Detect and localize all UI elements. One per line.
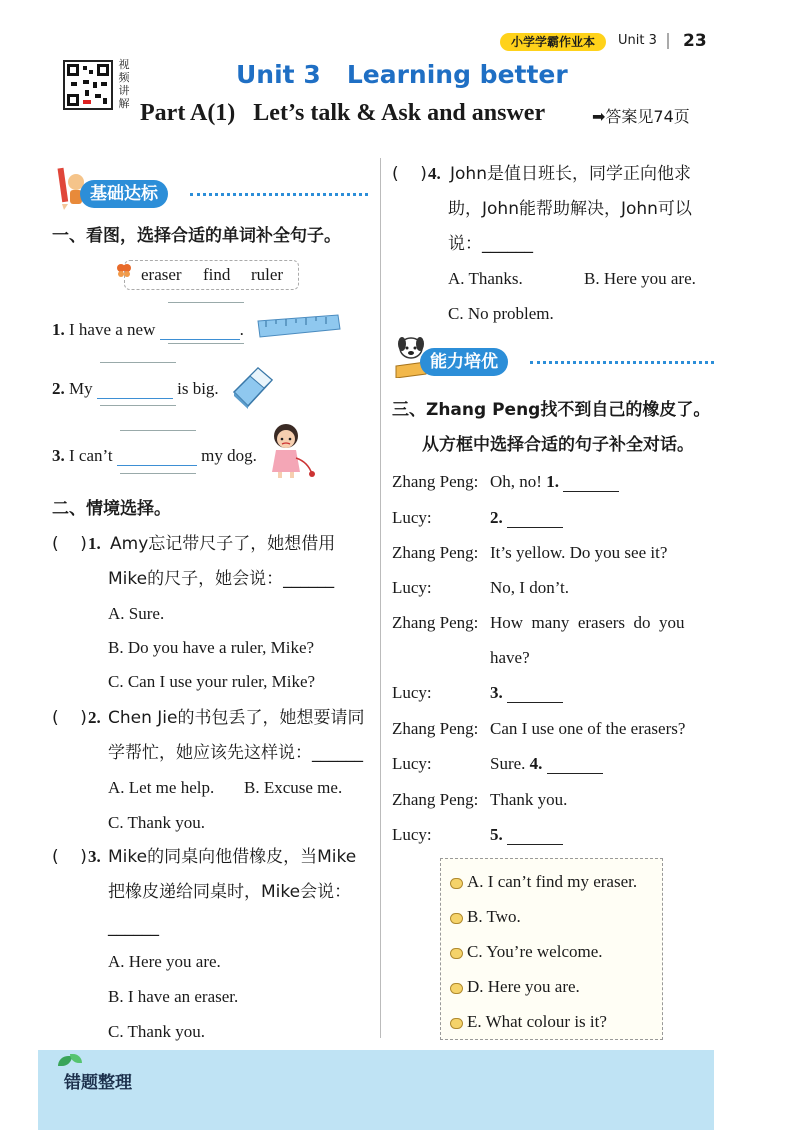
dialogue-text: [490, 543, 667, 563]
option-3c[interactable]: C. Thank you.: [108, 1022, 205, 1041]
dialogue-answer-blank[interactable]: [507, 512, 563, 528]
dialogue-blank-number: 5.: [490, 825, 503, 844]
answer-bracket-q1[interactable]: ( ): [52, 534, 87, 554]
badge-dotted-line: [190, 193, 368, 196]
fill-item-3: 3. I can’t my dog.: [52, 446, 257, 465]
coin-icon: [450, 913, 463, 924]
option-4c[interactable]: C. No problem.: [448, 304, 554, 323]
word-bank-find: find: [203, 265, 231, 284]
header-separator: [667, 33, 669, 49]
coin-icon: [450, 948, 463, 959]
dialogue-speaker: Zhang Peng:: [392, 790, 479, 809]
answer-reference: ➡答案见74页: [592, 107, 690, 126]
dialogue-answer-blank[interactable]: [507, 687, 563, 703]
dialogue-text-content: How many erasers do you: [490, 613, 685, 632]
butterfly-icon: [116, 262, 132, 278]
dialogue-text: [490, 719, 685, 739]
coin-icon: [450, 983, 463, 994]
section-badge-advanced: 能力培优: [420, 348, 508, 376]
column-divider: [380, 158, 381, 1038]
option-1c[interactable]: C. Can I use your ruler, Mike?: [108, 672, 316, 691]
option-1b[interactable]: B. Do you have a ruler, Mike?: [108, 638, 315, 657]
choice-text: E. What colour is it?: [467, 1012, 607, 1031]
dialogue-text-content: It’s yellow. Do you see it?: [490, 543, 668, 562]
dialogue-text-content: No, I don’t.: [490, 578, 570, 597]
question-num-2: 2.: [88, 708, 101, 727]
dialogue-text: [490, 648, 530, 668]
question-heading-3-line-2: 从方框中选择合适的句子补全对话。: [422, 435, 694, 455]
choice-text: B. Two.: [467, 907, 521, 926]
dialogue-text-content: Sure.: [490, 754, 526, 773]
question-1-line-1: Amy忘记带尺子了，她想借用: [110, 534, 336, 554]
dialogue-answer-blank[interactable]: [563, 476, 619, 492]
option-3a[interactable]: A. Here you are.: [108, 952, 221, 971]
dialogue-text-content: Thank you.: [490, 790, 568, 809]
fill-item-1: 1. I have a new .: [52, 320, 244, 339]
option-2b[interactable]: B. Excuse me.: [244, 778, 343, 797]
footer-label: 错题整理: [64, 1073, 132, 1093]
word-bank-ruler: ruler: [251, 265, 284, 284]
fill-blank-3[interactable]: [117, 450, 197, 466]
dialogue-speaker: Lucy:: [392, 508, 432, 527]
question-2-line-1: Chen Jie的书包丢了，她想要请同: [108, 708, 365, 728]
dialogue-blank-number: 2.: [490, 508, 503, 527]
question-4-line-1: John是值日班长，同学正向他求: [450, 164, 691, 184]
question-heading-2: 二、情境选择。: [52, 499, 171, 519]
dialogue-text: [490, 472, 619, 492]
dialogue-blank-number: 4.: [529, 754, 543, 773]
dialogue-answer-blank[interactable]: [507, 829, 563, 845]
coin-icon: [450, 1018, 463, 1029]
dialogue-text: [490, 613, 685, 633]
page-number: 23: [683, 31, 707, 51]
unit-label: Unit 3: [618, 33, 657, 48]
choice-item[interactable]: [450, 872, 637, 892]
dialogue-text-content: Oh, no!: [490, 472, 542, 491]
qr-video-label: 视频讲解: [118, 58, 130, 110]
badge-dotted-line-2: [530, 361, 714, 364]
question-2-line-2: 学帮忙，她应该先这样说：______: [108, 743, 363, 763]
dialogue-speaker: Lucy:: [392, 825, 432, 844]
dialogue-text: [490, 508, 563, 528]
choice-item[interactable]: [450, 907, 521, 927]
option-4b[interactable]: B. Here you are.: [584, 269, 696, 288]
ruler-picture: [256, 313, 342, 339]
option-4a[interactable]: A. Thanks.: [448, 269, 523, 288]
fill-item-2: 2. My is big.: [52, 379, 219, 398]
question-num-1: 1.: [88, 534, 101, 553]
question-1-line-2: Mike的尺子，她会说：______: [108, 569, 335, 589]
dialogue-blank-number: 1.: [546, 472, 559, 491]
answer-bracket-q4[interactable]: ( ): [392, 164, 427, 184]
option-3b[interactable]: B. I have an eraser.: [108, 987, 239, 1006]
dialogue-speaker: Lucy:: [392, 578, 432, 597]
dialogue-text: [490, 825, 563, 845]
series-badge: 小学学霸作业本: [500, 33, 606, 51]
dialogue-speaker: Zhang Peng:: [392, 613, 479, 632]
dialogue-speaker: Zhang Peng:: [392, 543, 479, 562]
crying-girl-picture: [268, 422, 320, 480]
dialogue-answer-blank[interactable]: [547, 758, 603, 774]
mistake-notes-area[interactable]: [38, 1050, 714, 1130]
dialogue-text: [490, 790, 567, 810]
dialogue-text: [490, 754, 603, 774]
choice-text: C. You’re welcome.: [467, 942, 603, 961]
section-badge-basic: 基础达标: [80, 180, 168, 208]
dialogue-text-content: have?: [490, 648, 530, 667]
question-3-line-2: 把橡皮递给同桌时，Mike会说：: [108, 882, 352, 902]
question-3-line-3: ______: [108, 917, 159, 937]
dialogue-text-content: Can I use one of the erasers?: [490, 719, 686, 738]
page-title: Unit 3 Learning better: [236, 60, 568, 89]
choice-text: A. I can’t find my eraser.: [467, 872, 638, 891]
option-2c[interactable]: C. Thank you.: [108, 813, 205, 832]
answer-bracket-q2[interactable]: ( ): [52, 708, 87, 728]
dialogue-speaker: Zhang Peng:: [392, 719, 479, 738]
question-num-3: 3.: [88, 847, 101, 866]
dialogue-speaker: Lucy:: [392, 683, 432, 702]
question-heading-1: 一、看图，选择合适的单词补全句子。: [52, 226, 341, 246]
coin-icon: [450, 878, 463, 889]
question-heading-3-line-1: 三、Zhang Peng找不到自己的橡皮了。: [392, 400, 711, 420]
fill-blank-2[interactable]: [97, 383, 173, 399]
eraser-picture: [228, 362, 276, 410]
choice-item[interactable]: [450, 977, 580, 997]
option-2a[interactable]: A. Let me help.: [108, 778, 215, 797]
choice-item[interactable]: [450, 1012, 607, 1032]
question-3-line-1: Mike的同桌向他借橡皮，当Mike: [108, 847, 357, 867]
page-subtitle: Part A(1) Let’s talk & Ask and answer: [140, 100, 546, 126]
choice-text: D. Here you are.: [467, 977, 580, 996]
option-1a[interactable]: A. Sure.: [108, 604, 165, 623]
answer-bracket-q3[interactable]: ( ): [52, 847, 87, 867]
dialogue-speaker: Lucy:: [392, 754, 432, 773]
question-4-line-2: 助，John能帮助解决，John可以: [448, 199, 692, 219]
question-4-line-3: 说：______: [448, 234, 533, 254]
word-bank-eraser: eraser: [141, 265, 182, 284]
dialogue-text: [490, 578, 569, 598]
dialogue-text: [490, 683, 563, 703]
dialogue-blank-number: 3.: [490, 683, 503, 702]
qr-code-icon[interactable]: [63, 60, 113, 110]
fill-blank-1[interactable]: [160, 324, 240, 340]
choice-item[interactable]: [450, 942, 603, 962]
dialogue-speaker: Zhang Peng:: [392, 472, 479, 491]
question-num-4: 4.: [428, 164, 441, 183]
